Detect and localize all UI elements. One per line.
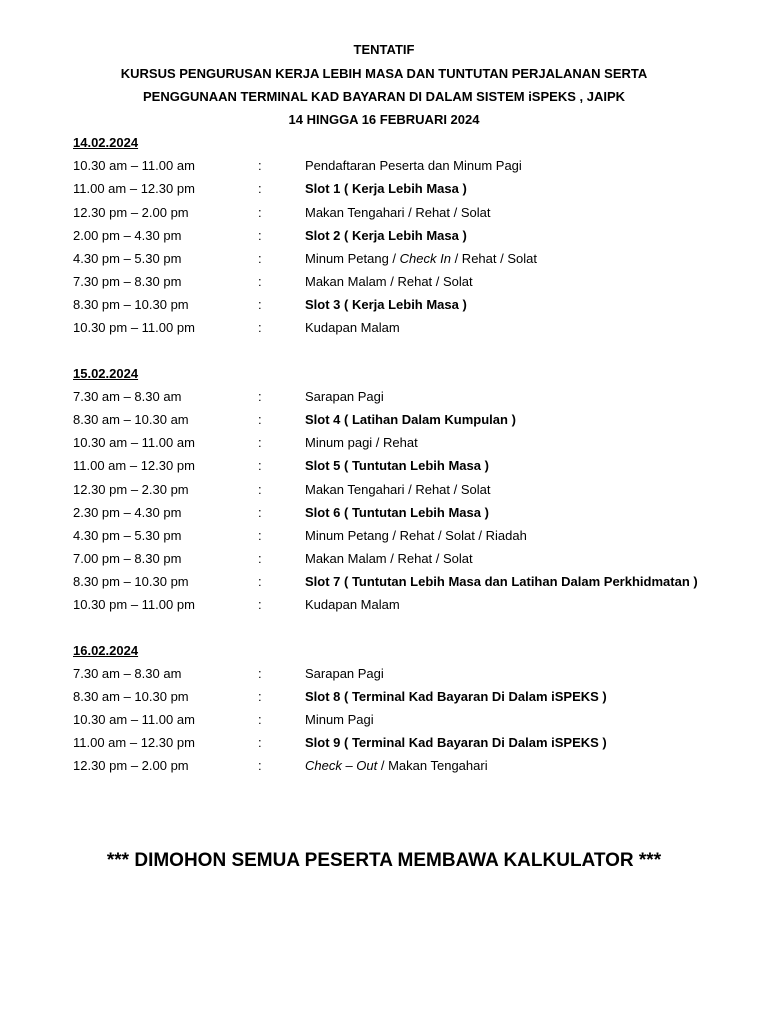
row-time: 12.30 pm – 2.00 pm <box>73 205 189 220</box>
course-title-line-1: KURSUS PENGURUSAN KERJA LEBIH MASA DAN TUNTUTAN PERJALANAN SERTA <box>120 66 648 81</box>
row-colon: : <box>258 666 262 681</box>
day-date: 14.02.2024 <box>73 135 139 150</box>
row-activity: Slot 4 ( Latihan Dalam Kumpulan ) <box>305 412 516 427</box>
row-colon: : <box>258 320 262 335</box>
schedule-row <box>0 528 768 546</box>
row-time: 11.00 am – 12.30 pm <box>73 181 195 196</box>
row-time: 2.30 pm – 4.30 pm <box>73 505 182 520</box>
row-colon: : <box>258 482 262 497</box>
row-time: 8.30 am – 10.30 pm <box>73 689 189 704</box>
row-time: 10.30 pm – 11.00 pm <box>73 320 195 335</box>
row-time: 8.30 pm – 10.30 pm <box>73 297 189 312</box>
row-activity: Pendaftaran Peserta dan Minum Pagi <box>305 158 522 173</box>
row-time: 4.30 pm – 5.30 pm <box>73 251 182 266</box>
schedule-row <box>0 551 768 569</box>
row-time: 7.00 pm – 8.30 pm <box>73 551 182 566</box>
row-time: 10.30 am – 11.00 am <box>73 435 195 450</box>
row-time: 8.30 pm – 10.30 pm <box>73 574 189 589</box>
row-time: 7.30 pm – 8.30 pm <box>73 274 182 289</box>
row-colon: : <box>258 505 262 520</box>
row-activity: Makan Tengahari / Rehat / Solat <box>305 205 491 220</box>
row-time: 11.00 am – 12.30 pm <box>73 735 195 750</box>
row-activity: Slot 8 ( Terminal Kad Bayaran Di Dalam iSPEKS ) <box>305 689 607 704</box>
italic-term: Check – Out <box>305 758 378 773</box>
schedule-row <box>0 712 768 730</box>
row-colon: : <box>258 528 262 543</box>
doc-title: TENTATIF <box>353 42 415 57</box>
schedule-row <box>0 482 768 500</box>
schedule-row <box>0 412 768 430</box>
schedule-row <box>0 389 768 407</box>
schedule-row <box>0 666 768 684</box>
row-activity: Slot 9 ( Terminal Kad Bayaran Di Dalam iSPEKS ) <box>305 735 607 750</box>
row-activity: Kudapan Malam <box>305 320 400 335</box>
schedule-row <box>0 205 768 223</box>
row-time: 2.00 pm – 4.30 pm <box>73 228 182 243</box>
row-colon: : <box>258 551 262 566</box>
schedule-row <box>0 251 768 269</box>
row-activity: Minum Petang / Rehat / Solat / Riadah <box>305 528 527 543</box>
row-colon: : <box>258 574 262 589</box>
row-activity: Minum pagi / Rehat <box>305 435 418 450</box>
schedule-row <box>0 574 768 592</box>
row-activity: Minum Petang / Check In / Rehat / Solat <box>305 251 537 266</box>
row-colon: : <box>258 758 262 773</box>
row-colon: : <box>258 181 262 196</box>
row-colon: : <box>258 712 262 727</box>
row-colon: : <box>258 158 262 173</box>
italic-term: Check In <box>399 251 451 266</box>
row-time: 7.30 am – 8.30 am <box>73 666 182 681</box>
row-time: 10.30 am – 11.00 am <box>73 712 195 727</box>
schedule-row <box>0 297 768 315</box>
schedule-row <box>0 181 768 199</box>
row-activity: Makan Tengahari / Rehat / Solat <box>305 482 491 497</box>
row-colon: : <box>258 205 262 220</box>
schedule-row <box>0 505 768 523</box>
row-time: 4.30 pm – 5.30 pm <box>73 528 182 543</box>
schedule-row <box>0 597 768 615</box>
schedule-row <box>0 435 768 453</box>
row-colon: : <box>258 458 262 473</box>
row-activity: Slot 3 ( Kerja Lebih Masa ) <box>305 297 467 312</box>
row-activity: Makan Malam / Rehat / Solat <box>305 551 473 566</box>
row-colon: : <box>258 297 262 312</box>
day-date: 15.02.2024 <box>73 366 139 381</box>
schedule-row <box>0 458 768 476</box>
row-activity: Check – Out / Makan Tengahari <box>305 758 488 773</box>
row-colon: : <box>258 689 262 704</box>
row-activity: Sarapan Pagi <box>305 666 384 681</box>
row-colon: : <box>258 389 262 404</box>
row-colon: : <box>258 228 262 243</box>
footer-notice: *** DIMOHON SEMUA PESERTA MEMBAWA KALKULATOR *** <box>106 850 662 871</box>
row-time: 12.30 pm – 2.00 pm <box>73 758 189 773</box>
schedule-row <box>0 228 768 246</box>
row-colon: : <box>258 435 262 450</box>
schedule-row <box>0 758 768 776</box>
row-activity: Slot 6 ( Tuntutan Lebih Masa ) <box>305 505 489 520</box>
day-date: 16.02.2024 <box>73 643 139 658</box>
course-title-line-2: PENGGUNAAN TERMINAL KAD BAYARAN DI DALAM SISTEM iSPEKS , JAIPK <box>142 89 625 104</box>
row-activity: Kudapan Malam <box>305 597 400 612</box>
row-activity: Slot 2 ( Kerja Lebih Masa ) <box>305 228 467 243</box>
row-time: 10.30 pm – 11.00 pm <box>73 597 195 612</box>
row-time: 12.30 pm – 2.30 pm <box>73 482 189 497</box>
row-activity: Minum Pagi <box>305 712 374 727</box>
schedule-row <box>0 735 768 753</box>
course-dates: 14 HINGGA 16 FEBRUARI 2024 <box>288 112 480 127</box>
row-time: 7.30 am – 8.30 am <box>73 389 182 404</box>
row-time: 8.30 am – 10.30 am <box>73 412 189 427</box>
row-time: 11.00 am – 12.30 pm <box>73 458 195 473</box>
row-activity: Sarapan Pagi <box>305 389 384 404</box>
row-colon: : <box>258 412 262 427</box>
row-colon: : <box>258 735 262 750</box>
schedule-row <box>0 274 768 292</box>
row-activity: Slot 7 ( Tuntutan Lebih Masa dan Latihan Dalam Perkhidmatan ) <box>305 574 698 589</box>
row-activity: Slot 5 ( Tuntutan Lebih Masa ) <box>305 458 489 473</box>
schedule-row <box>0 158 768 176</box>
row-colon: : <box>258 597 262 612</box>
row-activity: Makan Malam / Rehat / Solat <box>305 274 473 289</box>
row-colon: : <box>258 274 262 289</box>
schedule-row <box>0 320 768 338</box>
row-time: 10.30 am – 11.00 am <box>73 158 195 173</box>
row-colon: : <box>258 251 262 266</box>
row-activity: Slot 1 ( Kerja Lebih Masa ) <box>305 181 467 196</box>
schedule-row <box>0 689 768 707</box>
